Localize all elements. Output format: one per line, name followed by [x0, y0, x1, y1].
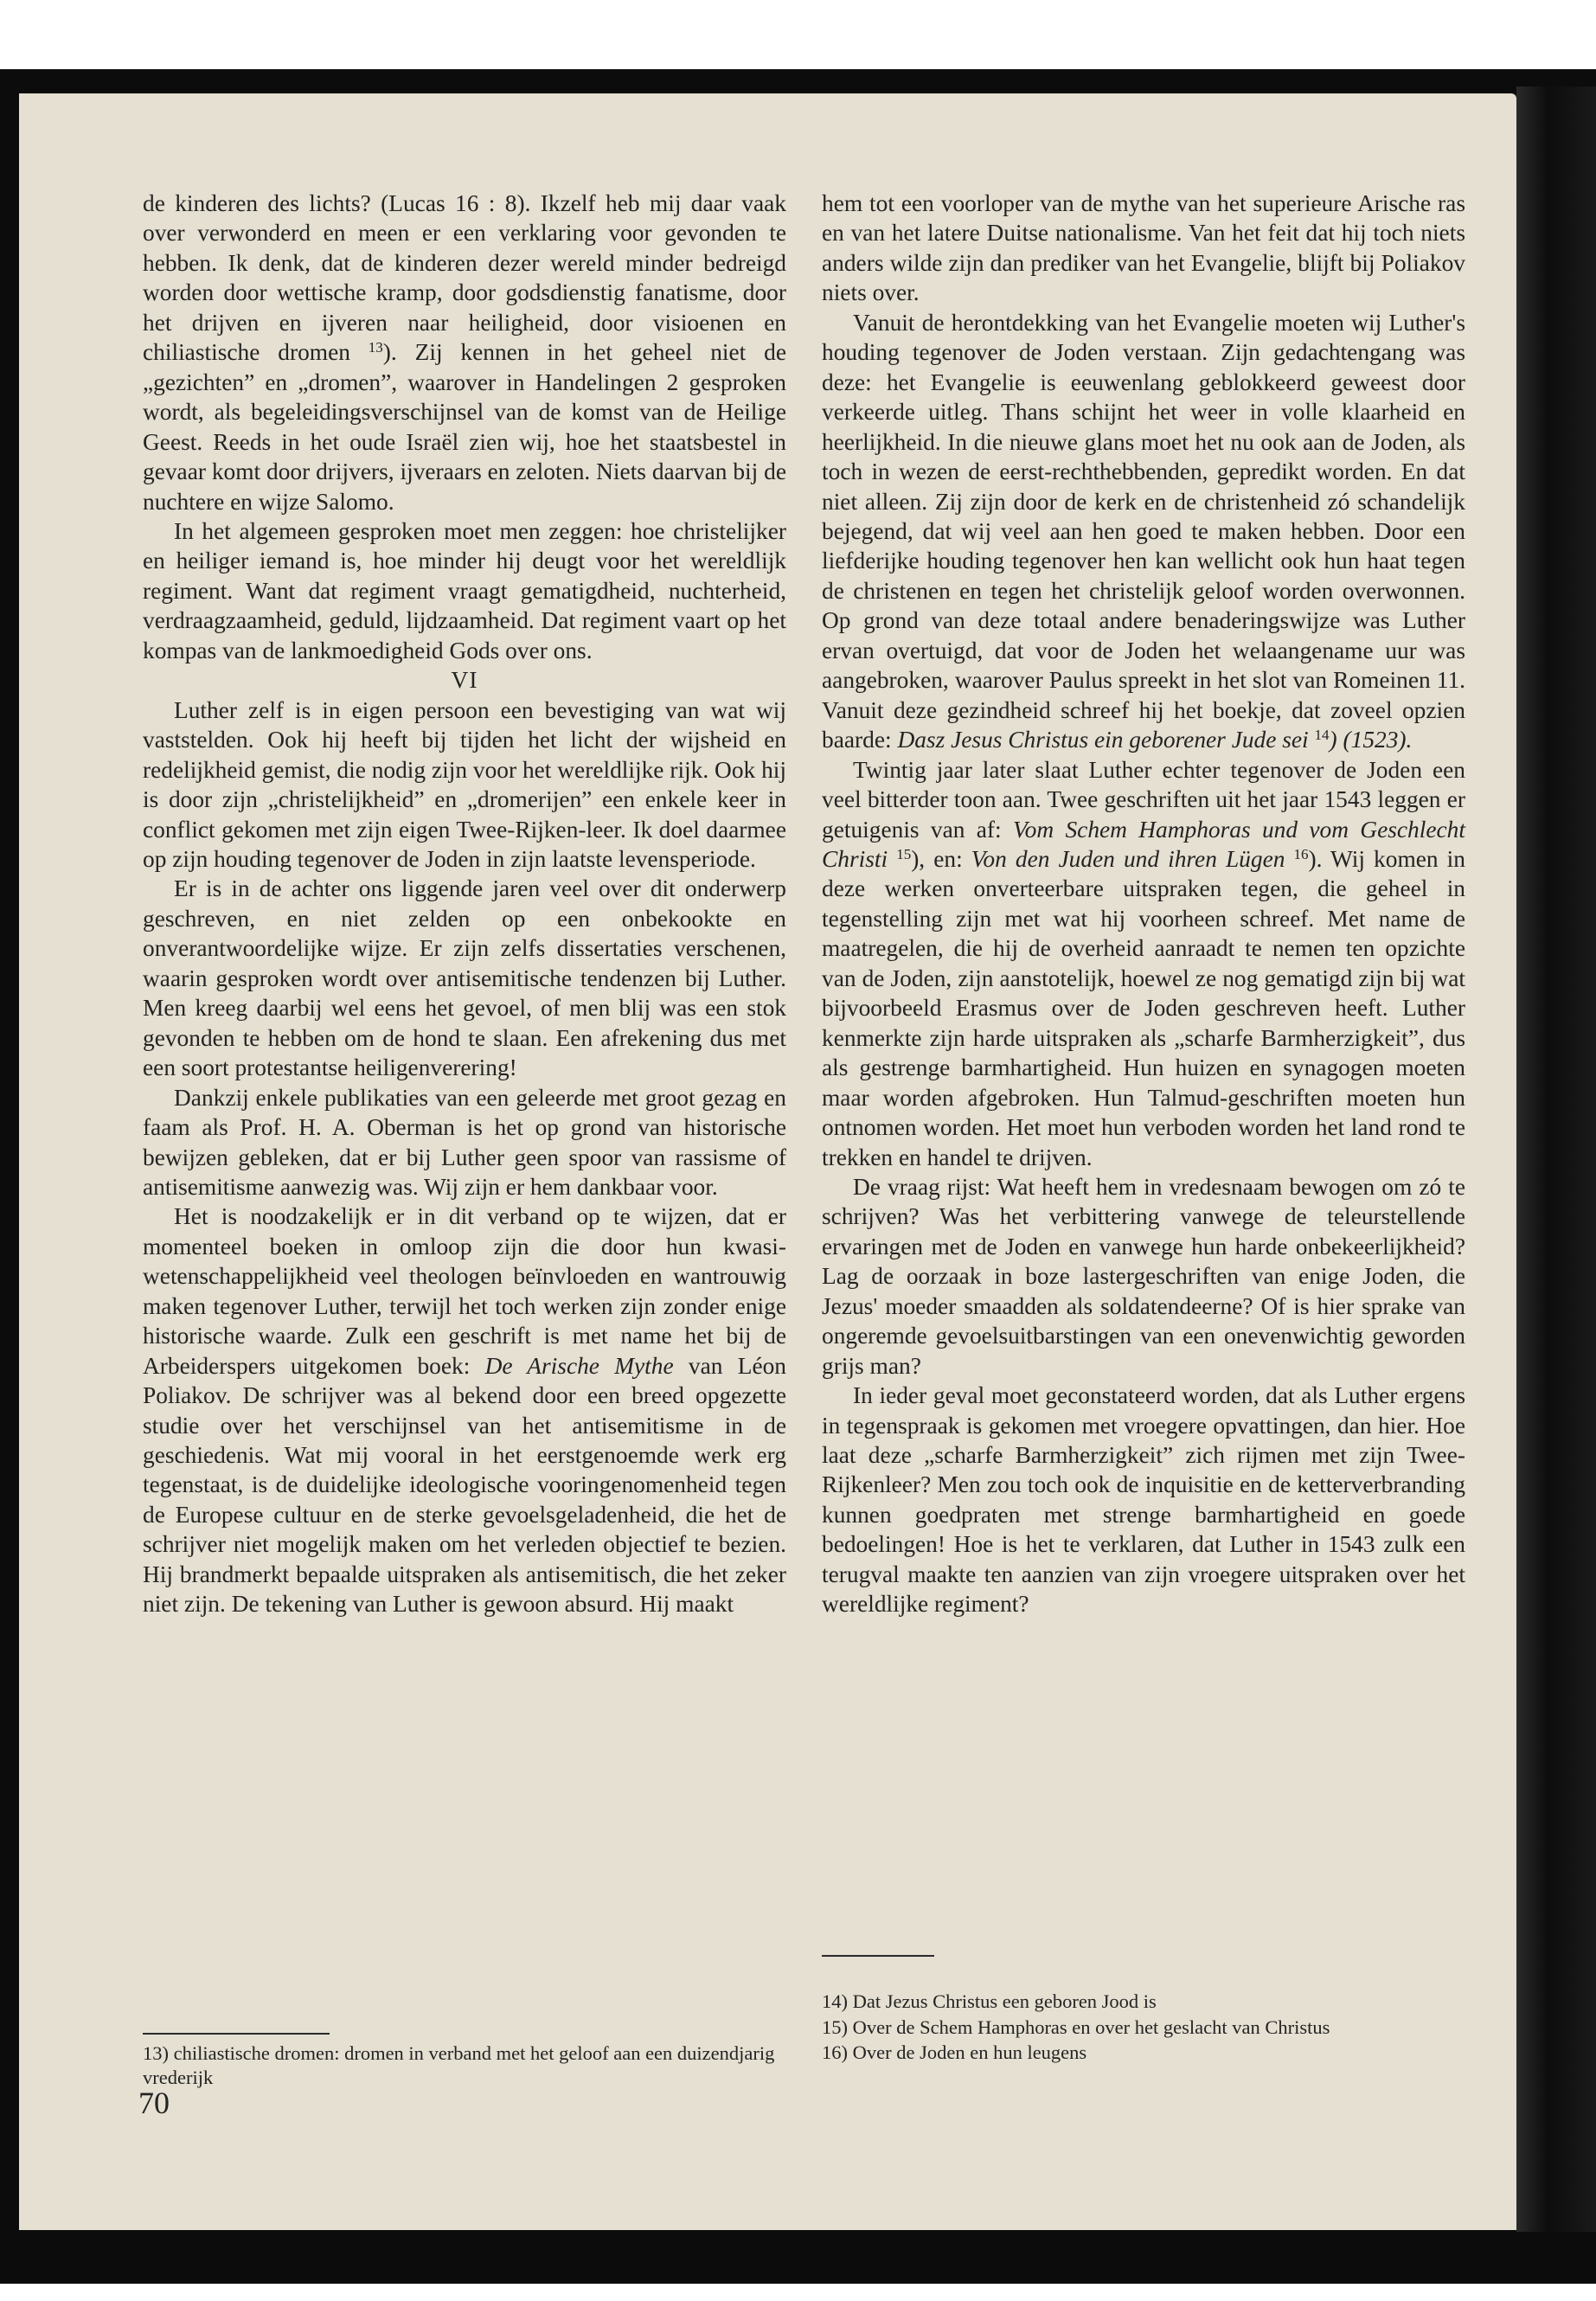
paragraph: Luther zelf is in eigen persoon een bevestiging van wat wij vaststelden. Ook hij heeft bij tijden het licht der wijsheid en redelijkheid gemist, die nodig zijn voor het wereldlijke rijk. Ook hij is door zijn „christelijkheid” en „dromerijen” een enkele keer in conflict gekomen met zijn eigen Twee-Rijken-leer. Ik doel daarmee op zijn houding tegenover de Joden in zijn laatste levensperiode. [143, 696, 786, 872]
page-number: 70 [138, 2086, 170, 2120]
footnote-divider [143, 2033, 330, 2035]
footnotes-left [143, 2041, 786, 2091]
book-title: Von den Juden und ihren Lügen [971, 845, 1285, 872]
book-spine-edge [1516, 87, 1596, 2232]
footnote-ref: 16 [1293, 845, 1309, 862]
paragraph: Vanuit de herontdekking van het Evangelie moeten wij Luther's houding tegenover de Joden verstaan. Zijn gedachtengang was deze: het Evangelie is eeuwenlang geblokkeerd geweest door verkeerde uitleg. Thans schijnt het weer in volle klaarheid en heerlijkheid. In die nieuwe glans moet het nu ook aan de Joden, als toch in wezen de eerst-rechthebbenden, gepredikt worden. En dat niet alleen. Zij zijn door de kerk en de christenheid zó schandelijk bejegend, dat wij veel aan hen goed te maken hebben. Door een liefderijke houding tegenover hen kan wellicht ook hun haat tegen de christenen en tegen het christelijk geloof worden overwonnen. Op grond van deze totaal andere benaderingswijze was Luther ervan overtuigd, dat voor de Joden het welaangename uur was aangebroken, waarover Paulus spreekt in het slot van Romeinen 11. Vanuit deze gezindheid schreef hij het boekje, dat zoveel opzien baarde: Dasz Jesus Christus ein geborener Jude sei $^{14}$) (1523). [822, 309, 1465, 753]
footnote-ref: 14 [1314, 727, 1330, 744]
paragraph: Er is in de achter ons liggende jaren veel over dit onderwerp geschreven, en niet zelden op een onbekookte en onverantwoordelijke wijze. Er zijn zelfs dissertaties verschenen, waarin gesproken wordt over antisemitische tendenzen bij Luther. Men kreeg daarbij wel eens het gevoel, of men blij was een stok gevonden te hebben om de hond te slaan. Een afrekening dus met een soort protestantse heiligenverering! [143, 875, 786, 1081]
section-heading: VI [451, 667, 478, 694]
footnote-divider [822, 1955, 934, 1957]
paragraph: de kinderen des lichts? (Lucas 16 : 8). Ikzelf heb mij daar vaak over verwonderd en meen er een verklaring voor gevonden te hebben. Ik denk, dat de kinderen dezer wereld minder bedreigd worden door wettische kramp, door godsdienstig fanatisme, door het drijven en ijveren naar heiligheid, door visioenen en chiliastische dromen $^{13}$). Zij kennen in het geheel niet de „gezichten” en „dromen”, waarover in Handelingen 2 gesproken wordt, als begeleidingsverschijnsel van de komst van de Heilige Geest. Reeds in het oude Israël zien wij, hoe het staatsbestel in gevaar komt door drijvers, ijveraars en zeloten. Niets daarvan bij de nuchtere en wijze Salomo. [143, 190, 786, 515]
book-title: Vom Schem Hamphoras und vom Geschlecht Christi [822, 816, 1465, 872]
footnote-14: 14) Dat Jezus Christus een geboren Jood is [822, 1990, 1157, 2012]
right-column [822, 189, 1465, 1619]
footnote-ref: 13 [368, 339, 383, 356]
book-title: De Arische Mythe [484, 1352, 674, 1379]
paragraph: Het is noodzakelijk er in dit verband op te wijzen, dat er momenteel boeken in omloop zijn die door hun kwasi-wetenschappelijkheid veel theologen beïnvloeden en wantrouwig maken tegenover Luther, terwijl het toch werken zijn zonder enige historische waarde. Zulk een geschrift is met name het bij de Arbeiderspers uitgekomen boek: De Arische Mythe van Léon Poliakov. De schrijver was al bekend door een breed opgezette studie over het verschijnsel van het antisemitisme in de geschiedenis. Wat mij vooral in het eerstgenoemde werk erg tegenstaat, is de duidelijke ideologische vooringenomenheid tegen de Europese cultuur en de sterke gevoelsgeladenheid, die het de schrijver niet mogelijk maken om het verleden objectief te bezien. Hij brandmerkt bepaalde uitspraken als antisemitisch, die het zeker niet zijn. De tekening van Luther is gewoon absurd. Hij maakt [143, 1203, 787, 1618]
left-column [143, 189, 786, 1619]
footnote-15: 15) Over de Schem Hamphoras en over het geslacht van Christus [822, 2016, 1330, 2038]
book-title: Dasz Jesus Christus ein geborener Jude sei [897, 727, 1309, 753]
paragraph: Dankzij enkele publikaties van een geleerde met groot gezag en faam als Prof. H. A. Oberman is het op grond van historische bewijzen gebleken, dat er bij Luther geen spoor van rassisme of antisemitisme aanwezig was. Wij zijn er hem dankbaar voor. [143, 1084, 786, 1200]
paragraph: In het algemeen gesproken moet men zeggen: hoe christelijker en heiliger iemand is, hoe minder hij deugt voor het wereldlijk regiment. Want dat regiment vraagt gematigdheid, nuchterheid, verdraagzaamheid, geduld, lijdzaamheid. Dat regiment vaart op het kompas van de lankmoedigheid Gods over ons. [143, 517, 786, 663]
paragraph: hem tot een voorloper van de mythe van het superieure Arische ras en van het latere Duitse nationalisme. Van het feit dat hij toch niets anders wilde zijn dan prediker van het Evangelie, blijft bij Poliakov niets over. [822, 190, 1465, 306]
paragraph: De vraag rijst: Wat heeft hem in vredesnaam bewogen om zó te schrijven? Was het verbittering vanwege de teleurstellende ervaringen met de Joden en vanwege hun harde onbekeerlijkheid? Lag de oorzaak in boze lastergeschriften van enige Joden, die Jezus' moeder smaadden als soldatendeerne? Of is hier sprake van ongeremde gevoelsuitbarstingen van een onevenwichtig geworden grijs man? [822, 1173, 1465, 1379]
footnotes-right [822, 1990, 1465, 2067]
paragraph: In ieder geval moet geconstateerd worden, dat als Luther ergens in tegenspraak is gekomen met vroegere opvattingen, dan hier. Hoe laat deze „scharfe Barmherzigkeit” zich rijmen met zijn Twee-Rijkenleer? Men zou toch ook de inquisitie en de ketterverbranding kunnen goedpraten met strenge barmhartigheid en goede bedoelingen! Hoe is het te verklaren, dat Luther in 1543 zulk een terugval maakte ten aanzien van zijn vroegere uitspraken over het wereldlijke regiment? [822, 1382, 1465, 1618]
footnote-13: 13) chiliastische dromen: dromen in verband met het geloof aan een duizendjarig vrederijk [143, 2042, 775, 2088]
footnote-16: 16) Over de Joden en hun leugens [822, 2041, 1087, 2063]
paragraph: Twintig jaar later slaat Luther echter tegenover de Joden een veel bitterder toon aan. Twee geschriften uit het jaar 1543 leggen er getuigenis van af: Vom Schem Hamphoras und vom Geschlecht Christi $^{15}$), en: Von den Juden und ihren Lügen $^{16}$). Wij komen in deze werken onverteerbare uitspraken tegen, die geheel in tegenstelling zijn met wat hij voorheen schreef. Met name de maatregelen, die hij de overheid aanraadt te nemen ten opzichte van de Joden, zijn aanstotelijk, hoewel ze nog gematigd zijn bij wat bijvoorbeeld Erasmus over de Joden geschreven heeft. Luther kenmerkte zijn harde uitspraken als „scharfe Barmherzigkeit”, dus als gestrenge barmhartigheid. Hun huizen en synagogen moeten maar worden afgebroken. Hun Talmud-geschriften moeten hun ontnomen worden. Het moet hun verboden worden het land rond te trekken en handel te drijven. [822, 756, 1465, 1170]
footnote-ref: 15 [896, 845, 912, 862]
